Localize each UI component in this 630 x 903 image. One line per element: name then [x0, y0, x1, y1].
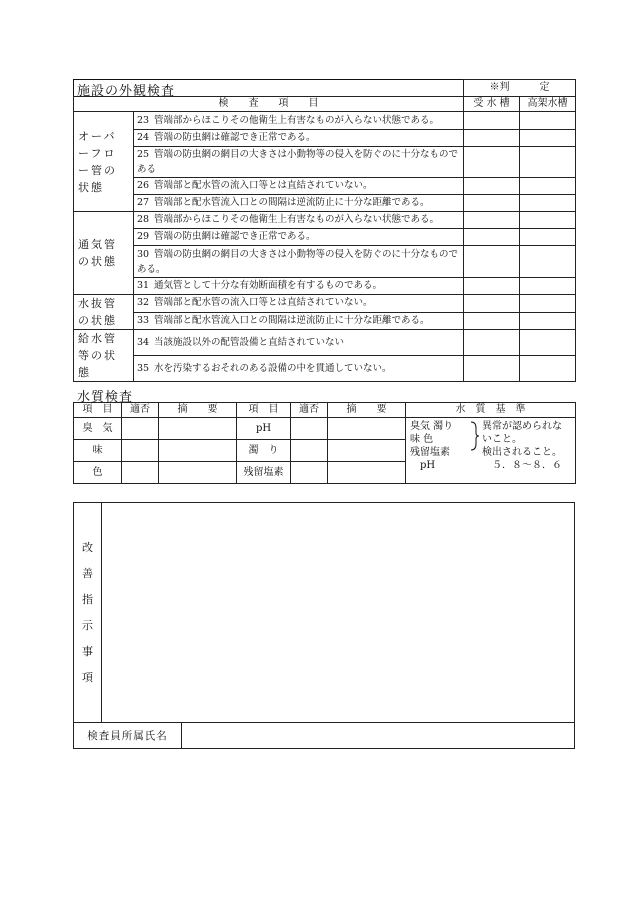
judgement-cell[interactable] [520, 195, 576, 212]
category-drain-pipe: 水抜管の状態 [74, 295, 134, 330]
water-item-odor: 臭 気 [74, 418, 122, 440]
judgement-cell[interactable] [464, 112, 520, 130]
ok-cell[interactable] [122, 418, 159, 440]
judgement-cell[interactable] [464, 312, 520, 330]
water-quality-standard: 臭気 濁り 異常が認められな 味 色 いこと。 残留塩素 検出されること。 pH ５．８～８．６ [406, 418, 576, 484]
ok-header: 適否 [291, 403, 328, 418]
summary-header: 摘 要 [159, 403, 237, 418]
water-item-chlorine: 残留塩素 [237, 462, 291, 484]
judgement-cell[interactable] [520, 295, 576, 313]
judgement-cell[interactable] [520, 278, 576, 295]
judgement-cell[interactable] [520, 112, 576, 130]
judgement-cell[interactable] [464, 147, 520, 178]
judgement-cell[interactable] [520, 178, 576, 195]
brace-icon [470, 421, 480, 451]
ok-cell[interactable] [291, 418, 328, 440]
judgement-cell[interactable] [464, 130, 520, 147]
judgement-cell[interactable] [464, 246, 520, 278]
check-item: 28 管端部からほこりその他衛生上有害なものが入らない状態である。 [134, 212, 464, 229]
ok-cell[interactable] [122, 462, 159, 484]
water-quality-title: 水質検査 [77, 390, 134, 405]
summary-cell[interactable] [159, 440, 237, 462]
summary-header: 摘 要 [328, 403, 406, 418]
ok-cell[interactable] [122, 440, 159, 462]
summary-cell[interactable] [159, 462, 237, 484]
summary-cell[interactable] [328, 462, 406, 484]
judgement-cell[interactable] [520, 312, 576, 330]
inspector-label: 検査員所属氏名 [74, 723, 182, 749]
elevated-tank-header: 高架水槽 [520, 97, 576, 112]
check-item: 26 管端部と配水管の流入口等とは直結されていない。 [134, 178, 464, 195]
judgement-cell[interactable] [520, 130, 576, 147]
water-item-ph: pH [237, 418, 291, 440]
judgement-cell[interactable] [520, 356, 576, 382]
water-item-taste: 味 [74, 440, 122, 462]
visual-inspection-table [73, 79, 576, 382]
judgement-cell[interactable] [520, 330, 576, 356]
check-item: 29 管端の防虫網は確認でき正常である。 [134, 229, 464, 246]
judgement-cell[interactable] [464, 295, 520, 313]
judgement-header: ※判 定 [464, 80, 576, 97]
check-item: 34 当該施設以外の配管設備と直結されていない [134, 330, 464, 356]
check-item: 27 管端部と配水管流入口との間隔は逆流防止に十分な距離である。 [134, 195, 464, 212]
judgement-cell[interactable] [464, 195, 520, 212]
improvement-table [73, 502, 575, 749]
item-header: 項 目 [237, 403, 291, 418]
water-item-turbidity: 濁 り [237, 440, 291, 462]
check-item-header: 検 査 項 目 [74, 97, 464, 112]
judgement-cell[interactable] [520, 229, 576, 246]
judgement-cell[interactable] [520, 147, 576, 178]
summary-cell[interactable] [328, 440, 406, 462]
judgement-cell[interactable] [464, 278, 520, 295]
check-item: 31 通気管として十分な有効断面積を有するものである。 [134, 278, 464, 295]
ok-cell[interactable] [291, 440, 328, 462]
category-supply-pipe: 給水管等の状態 [74, 330, 134, 382]
inspector-name-field[interactable] [182, 723, 575, 749]
category-vent-pipe: 通気管の状態 [74, 212, 134, 295]
check-item: 32 管端部と配水管の流入口等とは直結されていない。 [134, 295, 464, 313]
check-item: 35 水を汚染するおそれのある設備の中を貫通していない。 [134, 356, 464, 382]
check-item: 33 管端部と配水管流入口との間隔は逆流防止に十分な距離である。 [134, 312, 464, 330]
category-overflow-pipe: オーバーフロー管の状態 [74, 112, 134, 212]
judgement-cell[interactable] [464, 178, 520, 195]
standard-header: 水 質 基 準 [406, 403, 576, 418]
ok-header: 適否 [122, 403, 159, 418]
check-item: 30 管端の防虫網の網目の大きさは小動物等の侵入を防ぐのに十分なものである。 [134, 246, 464, 278]
ok-cell[interactable] [291, 462, 328, 484]
receiving-tank-header: 受 水 槽 [464, 97, 520, 112]
judgement-cell[interactable] [520, 212, 576, 229]
check-item: 24 管端の防虫網は確認でき正常である。 [134, 130, 464, 147]
judgement-cell[interactable] [464, 330, 520, 356]
summary-cell[interactable] [159, 418, 237, 440]
judgement-cell[interactable] [464, 356, 520, 382]
summary-cell[interactable] [328, 418, 406, 440]
improvement-label: 改 善 指 示 事 項 [74, 503, 102, 723]
item-header: 項 目 [74, 403, 122, 418]
judgement-cell[interactable] [520, 246, 576, 278]
visual-inspection-title: 施設の外観検査 [77, 84, 176, 99]
check-item: 23 管端部からほこりその他衛生上有害なものが入らない状態である。 [134, 112, 464, 130]
water-quality-table [73, 402, 576, 484]
judgement-cell[interactable] [464, 229, 520, 246]
judgement-cell[interactable] [464, 212, 520, 229]
check-item: 25 管端の防虫網の網目の大きさは小動物等の侵入を防ぐのに十分なものである [134, 147, 464, 178]
water-item-color: 色 [74, 462, 122, 484]
improvement-content-area[interactable] [102, 503, 575, 723]
